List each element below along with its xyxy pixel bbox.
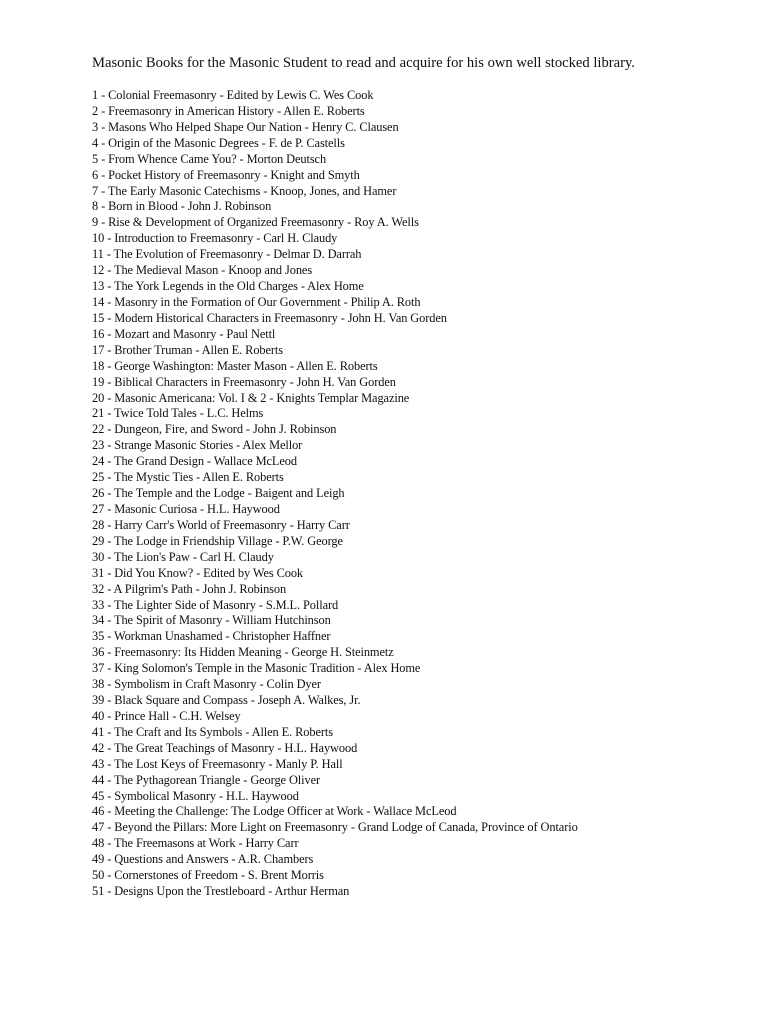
book-list-item: 50 - Cornerstones of Freedom - S. Brent Morris (92, 868, 324, 883)
book-list-item: 7 - The Early Masonic Catechisms - Knoop, Jones, and Hamer (92, 183, 397, 198)
book-list-item: 30 - The Lion's Paw - Carl H. Claudy (92, 549, 274, 564)
book-list-item: 24 - The Grand Design - Wallace McLeod (92, 454, 297, 469)
book-list-item: 21 - Twice Told Tales - L.C. Helms (92, 406, 264, 421)
book-list-item: 27 - Masonic Curiosa - H.L. Haywood (92, 501, 280, 516)
book-list-item: 10 - Introduction to Freemasonry - Carl H. Claudy (92, 231, 338, 246)
book-list-item: 41 - The Craft and Its Symbols - Allen E. Roberts (92, 724, 333, 739)
book-list-item: 8 - Born in Blood - John J. Robinson (92, 199, 272, 214)
book-list-item: 31 - Did You Know? - Edited by Wes Cook (92, 565, 304, 580)
book-list-item: 33 - The Lighter Side of Masonry - S.M.L. Pollard (92, 597, 339, 612)
book-list-item: 23 - Strange Masonic Stories - Alex Mellor (92, 438, 303, 453)
book-list-item: 22 - Dungeon, Fire, and Sword - John J. Robinson (92, 422, 337, 437)
book-list-item: 47 - Beyond the Pillars: More Light on Freemasonry - Grand Lodge of Canada, Province of Ontario (92, 820, 578, 835)
book-list-item: 12 - The Medieval Mason - Knoop and Jones (92, 263, 313, 278)
book-list-item: 6 - Pocket History of Freemasonry - Knight and Smyth (92, 167, 360, 182)
book-list-item: 44 - The Pythagorean Triangle - George Oliver (92, 772, 321, 787)
book-list-item: 13 - The York Legends in the Old Charges - Alex Home (92, 279, 364, 294)
book-list-item: 3 - Masons Who Helped Shape Our Nation - Henry C. Clausen (92, 119, 399, 134)
book-list-item: 26 - The Temple and the Lodge - Baigent and Leigh (92, 486, 345, 501)
document-heading: Masonic Books for the Masonic Student to read and acquire for his own well stocked library. (92, 55, 635, 71)
book-list-item: 39 - Black Square and Compass - Joseph A. Walkes, Jr. (92, 693, 361, 708)
book-list-item: 17 - Brother Truman - Allen E. Roberts (92, 342, 283, 357)
book-list-item: 32 - A Pilgrim's Path - John J. Robinson (92, 581, 287, 596)
book-list-item: 38 - Symbolism in Craft Masonry - Colin Dyer (92, 677, 321, 692)
book-list-item: 43 - The Lost Keys of Freemasonry - Manly P. Hall (92, 756, 343, 771)
book-list-item: 40 - Prince Hall - C.H. Welsey (92, 708, 241, 723)
book-list-item: 51 - Designs Upon the Trestleboard - Arthur Herman (92, 884, 350, 899)
book-list-item: 35 - Workman Unashamed - Christopher Haffner (92, 629, 331, 644)
book-list-item: 46 - Meeting the Challenge: The Lodge Officer at Work - Wallace McLeod (92, 804, 457, 819)
book-list-item: 34 - The Spirit of Masonry - William Hutchinson (92, 613, 331, 628)
book-list-item: 19 - Biblical Characters in Freemasonry - John H. Van Gorden (92, 374, 396, 389)
book-list-item: 2 - Freemasonry in American History - Allen E. Roberts (92, 103, 365, 118)
book-list-item: 45 - Symbolical Masonry - H.L. Haywood (92, 788, 299, 803)
book-list-item: 1 - Colonial Freemasonry - Edited by Lewis C. Wes Cook (92, 88, 374, 102)
book-list (92, 88, 752, 900)
book-list-item: 28 - Harry Carr's World of Freemasonry - Harry Carr (92, 517, 350, 532)
book-list-item: 29 - The Lodge in Friendship Village - P.W. George (92, 533, 343, 548)
book-list-item: 25 - The Mystic Ties - Allen E. Roberts (92, 470, 284, 485)
book-list-item: 49 - Questions and Answers - A.R. Chambers (92, 852, 314, 867)
book-list-item: 9 - Rise & Development of Organized Freemasonry - Roy A. Wells (92, 215, 419, 230)
book-list-item: 20 - Masonic Americana: Vol. I & 2 - Knights Templar Magazine (92, 390, 410, 405)
book-list-item: 42 - The Great Teachings of Masonry - H.L. Haywood (92, 740, 358, 755)
book-list-item: 16 - Mozart and Masonry - Paul Nettl (92, 326, 276, 341)
book-list-item: 37 - King Solomon's Temple in the Masonic Tradition - Alex Home (92, 661, 421, 676)
book-list-item: 18 - George Washington: Master Mason - Allen E. Roberts (92, 358, 378, 373)
book-list-item: 36 - Freemasonry: Its Hidden Meaning - George H. Steinmetz (92, 645, 394, 660)
book-list-item: 15 - Modern Historical Characters in Freemasonry - John H. Van Gorden (92, 310, 447, 325)
book-list-item: 4 - Origin of the Masonic Degrees - F. de P. Castells (92, 135, 345, 150)
document-page (92, 54, 752, 900)
book-list-item: 5 - From Whence Came You? - Morton Deutsch (92, 151, 327, 166)
book-list-item: 14 - Masonry in the Formation of Our Government - Philip A. Roth (92, 294, 421, 309)
book-list-item: 11 - The Evolution of Freemasonry - Delmar D. Darrah (92, 247, 362, 262)
book-list-item: 48 - The Freemasons at Work - Harry Carr (92, 836, 299, 851)
